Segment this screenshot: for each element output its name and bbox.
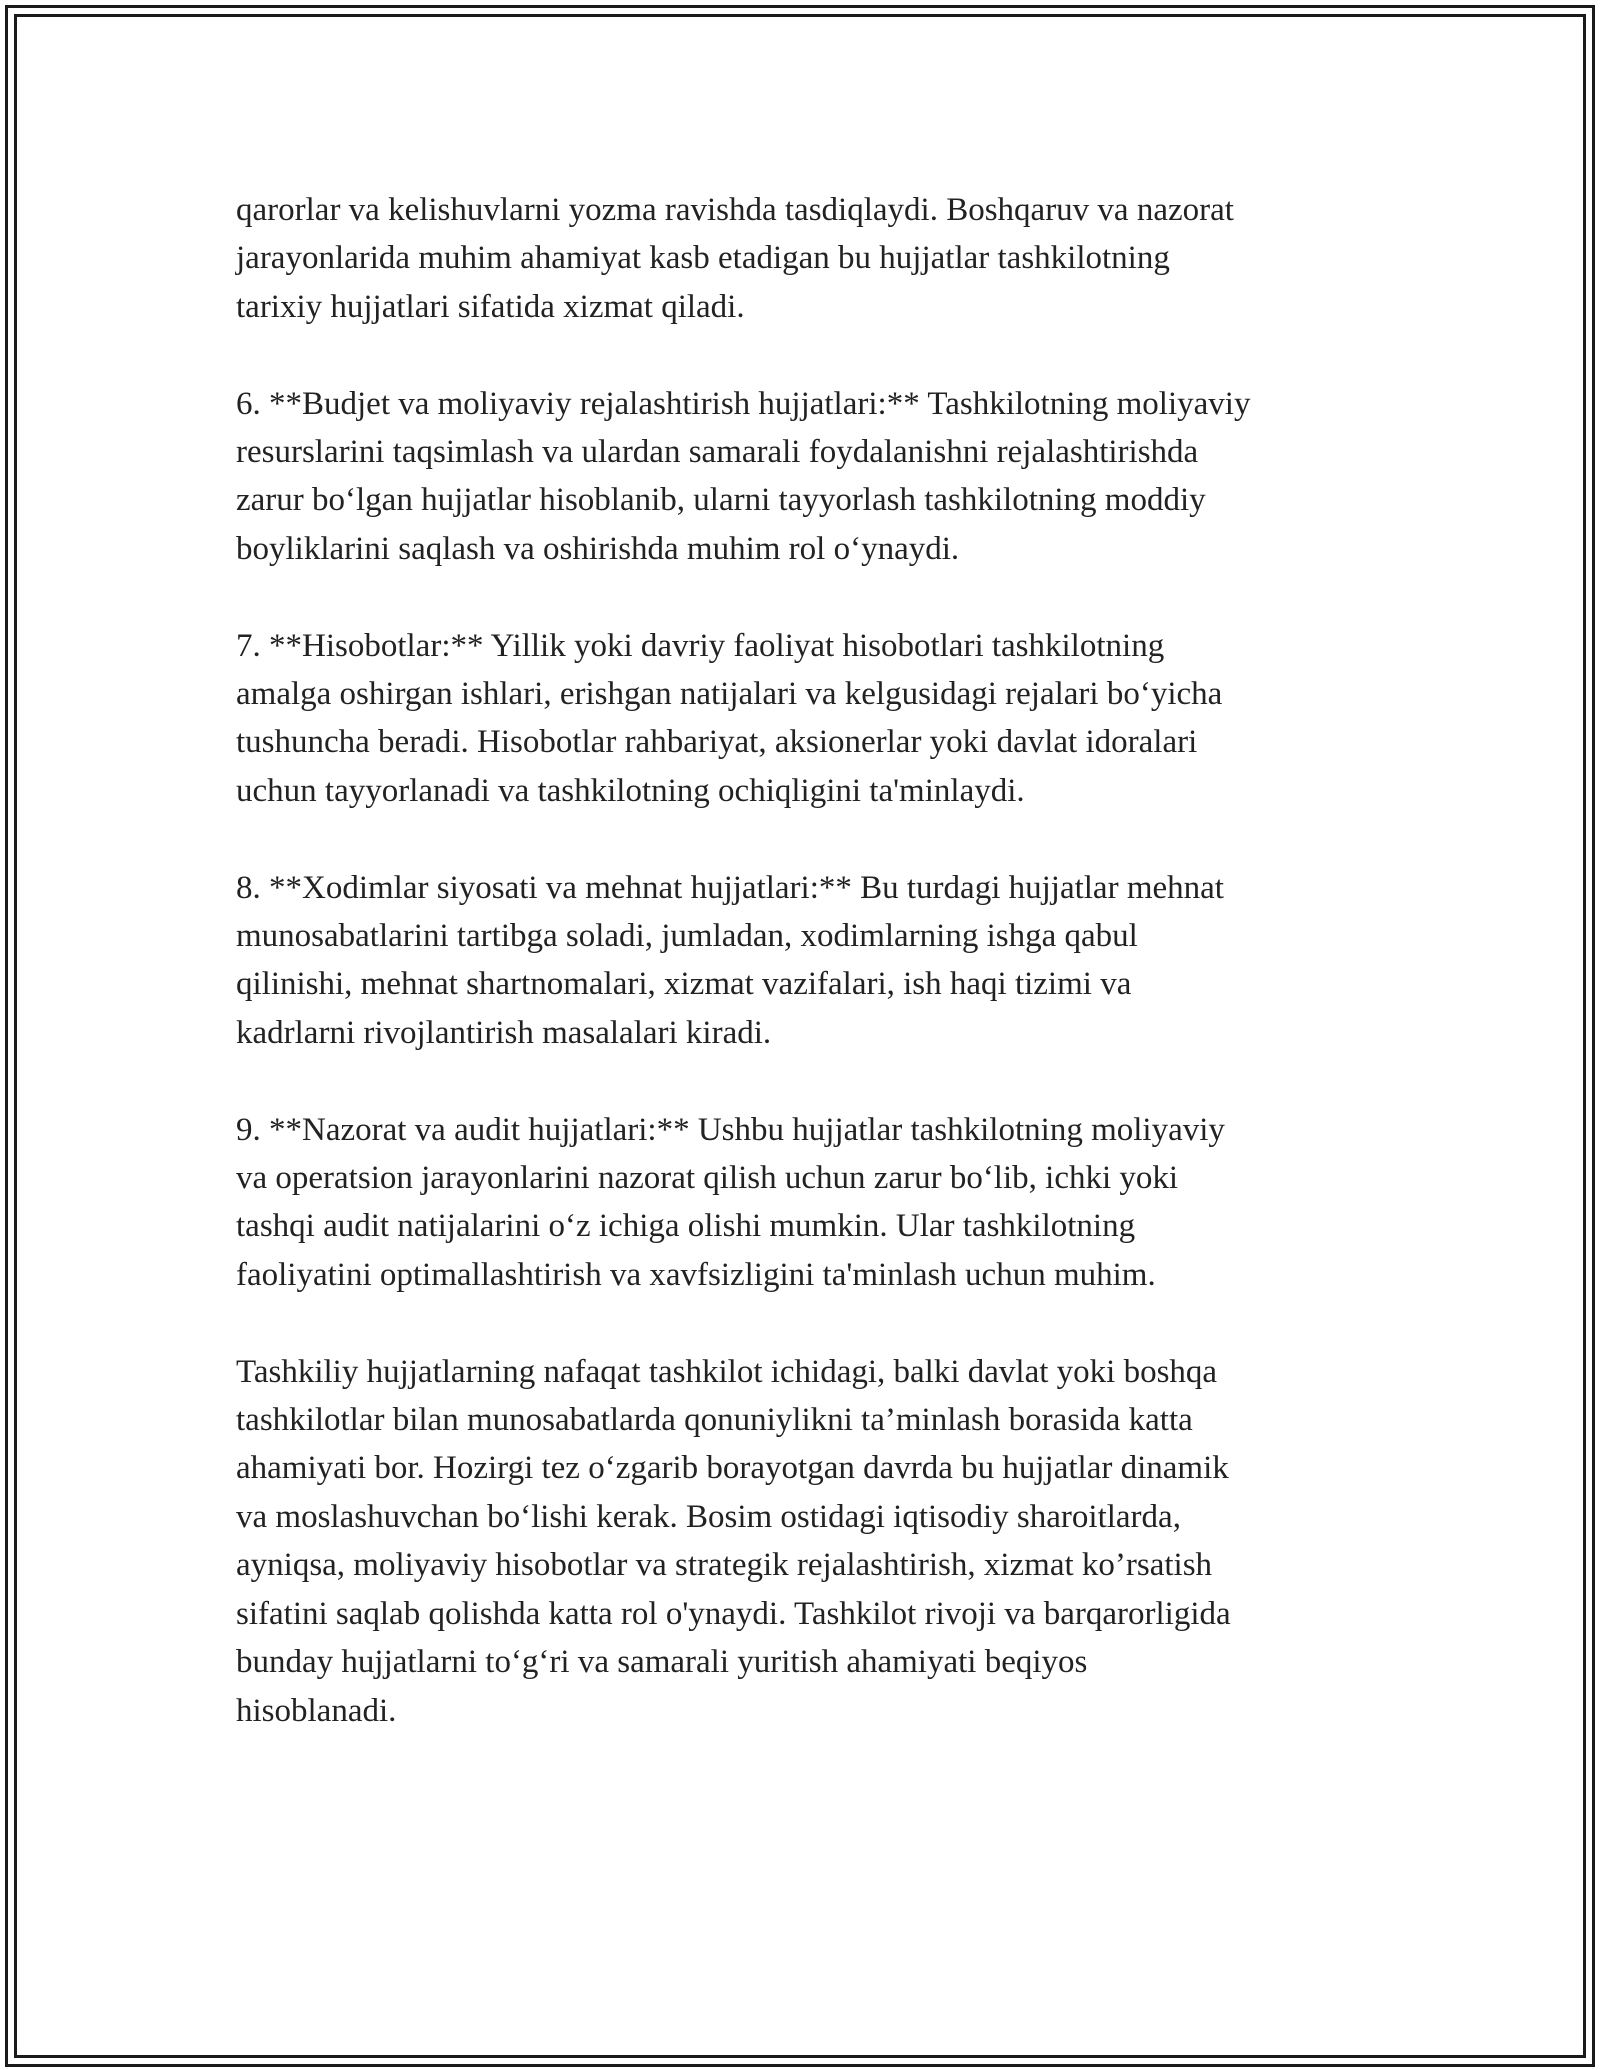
document-body xyxy=(236,186,1396,1735)
paragraph-item-7-reports: 7. **Hisobotlar:** Yillik yoki davriy faoliyat hisobotlari tashkilotning amalga oshirgan ishlari, erishgan natijalari va kelgusidagi rejalari bo‘yicha tushuncha beradi. Hisobotlar rahbariyat, aksionerlar yoki davlat idoralari uchun tayyorlanadi va tashkilotning ochiqligini ta'minlaydi. xyxy=(236,627,1223,809)
paragraph-item-9-audit: 9. **Nazorat va audit hujjatlari:** Ushbu hujjatlar tashkilotning moliyaviy va operatsion jarayonlarini nazorat qilish uchun zarur bo‘lib, ichki yoki tashqi audit natijalarini o‘z ichiga olishi mumkin. Ular tashkilotning faoliyatini optimallashtirish va xavfsizligini ta'minlash uchun muhim. xyxy=(236,1111,1225,1293)
paragraph-conclusion: Tashkiliy hujjatlarning nafaqat tashkilot ichidagi, balki davlat yoki boshqa tashkilotlar bilan munosabatlarda qonuniylikni ta’minlash borasida katta ahamiyati bor. Hozirgi tez o‘zgarib borayotgan davrda bu hujjatlar dinamik va moslashuvchan bo‘lishi kerak. Bosim ostidagi iqtisodiy sharoitlarda, ayniqsa, moliyaviy hisobotlar va strategik rejalashtirish, xizmat ko’rsatish sifatini saqlab qolishda katta rol o'ynaydi. Tashkilot rivoji va barqarorligida bunday hujjatlarni to‘g‘ri va samarali yuritish ahamiyati beqiyos hisoblanadi. xyxy=(236,1353,1231,1729)
paragraph-intro-continuation: qarorlar va kelishuvlarni yozma ravishda tasdiqlaydi. Boshqaruv va nazorat jarayonlarida muhim ahamiyat kasb etadigan bu hujjatlar tashkilotning tarixiy hujjatlari sifatida xizmat qiladi. xyxy=(236,192,1234,325)
paragraph-item-6-budget: 6. **Budjet va moliyaviy rejalashtirish hujjatlari:** Tashkilotning moliyaviy resurslarini taqsimlash va ulardan samarali foydalanishni rejalashtirishda zarur bo‘lgan hujjatlar hisoblanib, ularni tayyorlash tashkilotning moddiy boyliklarini saqlash va oshirishda muhim rol o‘ynaydi. xyxy=(236,385,1251,567)
paragraph-item-8-staff: 8. **Xodimlar siyosati va mehnat hujjatlari:** Bu turdagi hujjatlar mehnat munosabatlarini tartibga soladi, jumladan, xodimlarning ishga qabul qilinishi, mehnat shartnomalari, xizmat vazifalari, ish haqi tizimi va kadrlarni rivojlantirish masalalari kiradi. xyxy=(236,869,1224,1051)
